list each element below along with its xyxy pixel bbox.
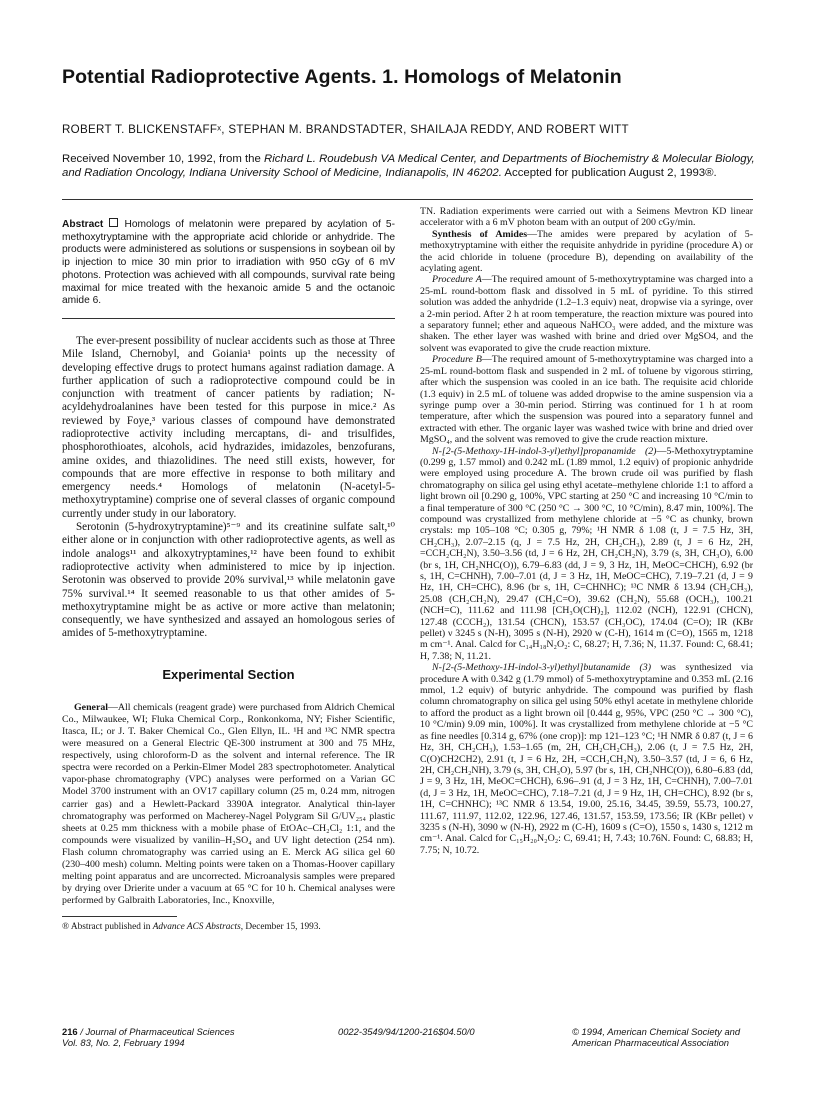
footnote — [62, 922, 395, 933]
procedure-a-paragraph — [420, 274, 753, 354]
footer-right — [572, 1026, 740, 1048]
compound-3-label: N-[2-(5-Methoxy-1H-indol-3-yl)ethyl]butanamide (3) — [432, 662, 651, 674]
abstract — [62, 218, 395, 308]
procedure-b-text: —The required amount of 5-methoxytryptamine was charged into a 25-mL round-bottom flask and suspended in 2 mL of toluene by vigorous stirring, after which the suspension was cooled in an ice bath. The requisite acid chloride (1.3 equiv) in 2.5 mL of toluene was added dropwise to the amine suspension via a syringe pump over a 30-min period. Stirring was continued for 1 h at room temperature, after which the suspension was poured into a separatory funnel and extracted with ether. The organic layer was washed twice with brine and dried over MgSO₄, and the solvent was removed to give the crude reaction mixture. — [420, 354, 753, 446]
left-column — [62, 206, 395, 933]
author-list: ROBERT T. BLICKENSTAFFˣ, STEPHAN M. BRANDSTADTER, SHAILAJA REDDY, AND ROBERT WITT — [62, 123, 629, 136]
abstract-label: Abstract — [62, 219, 104, 230]
radiation-paragraph: TN. Radiation experiments were carried out with a Seimens Mevtron KD linear accelerator with a 6 mV photon beam with an output of 200 cGy/min. — [420, 206, 753, 229]
general-text: —All chemicals (reagent grade) were purchased from Aldrich Chemical Co., Milwaukee, WI; Fluka Chemical Corp., Ronkonkoma, NY; Fisher Scientific, Itasca, IL; or J. T. Baker Chemical Co., Glen Ellyn, IL. ¹H and ¹³C NMR spectra were measured on a General Electric QE-300 instrument at 300 and 75 MHz, respectively, using chloroform-D as the solvent and internal reference. The IR spectra were recorded on a Perkin-Elmer Model 283 spectrophotometer. Analytical vapor-phase chromatography (VPC) analyses were performed on a Varian GC Model 3700 instrument with an OV17 capillary column (25 m, 0.24 mm, nitrogen carrier gas) and a Hewlett-Packard 3390A integrator. Analytical thin-layer chromatography was performed on Macherey-Nagel Polygram Sil G/UV₂₅₄ plastic sheets at 0.25 mm thickness with a mobile phase of EtOAc–CH₂Cl₂ 1:1, and the compounds were visualized by vanilin–H₂SO₄ and UV light detection (254 nm). Flash column chromatography was carried using an E. Merck AG silica gel 60 (230–400 mesh) column. Melting points were taken on a Thomas-Hoover capillary melting point apparatus and are uncorrected. Microanalysis samples were prepared by drying over Drierite under a vacuum at 65 °C for 10 h. Chemical analyses were performed by Galbraith Laboratories, Inc., Knoxville, — [62, 701, 395, 907]
page-number: 216 — [62, 1026, 78, 1037]
experimental-heading: Experimental Section — [162, 666, 295, 682]
general-label: General — [74, 701, 109, 713]
compound-2-paragraph — [420, 446, 753, 663]
introduction — [62, 335, 395, 641]
copyright-line-2: American Pharmaceutical Association — [572, 1037, 730, 1048]
procedure-a-label: Procedure A — [432, 274, 482, 286]
footnote-rule — [62, 916, 177, 917]
compound-2-label: N-[2-(5-Methoxy-1H-indol-3-yl)ethyl]propanamide (2) — [432, 445, 657, 457]
footer-code: 0022-3549/94/1200-216$04.50/0 — [338, 1026, 475, 1037]
accepted-date: Accepted for publication August 2, 1993®. — [501, 167, 717, 179]
compound-3-paragraph — [420, 662, 753, 856]
header-rule — [62, 199, 753, 200]
box-icon — [109, 218, 118, 227]
received-prefix: Received November 10, 1992, from the — [62, 153, 264, 165]
footnote-prefix: ® Abstract published in — [62, 922, 153, 933]
received-line — [62, 152, 762, 180]
abstract-rule — [62, 318, 395, 319]
amides-text: —The amides were prepared by acylation of 5-methoxytryptamine with either the requisite anhydride in pyridine (procedure A) or the acid chloride in toluene (procedure B), depending on availability of the acylating agent. — [420, 228, 753, 275]
procedure-b-paragraph — [420, 354, 753, 445]
general-section — [62, 702, 395, 908]
procedure-b-label: Procedure B — [432, 354, 482, 366]
amides-paragraph — [420, 229, 753, 275]
compound-3-text: was synthesized via procedure A with 0.342 g (1.79 mmol) of 5-methoxytryptamine and 0.353 mL (2.16 mmol, 1.2 equiv) of butyric anhydride. The compound was purified by flash column chromatography on silica gel using 50% ethyl acetate in methylene chloride to afford the product as a light brown oil [0.444 g, 95%, VPC (250 °C → 300 °C), 10 °C/min) 9.09 min, 100%]. It was crystallized from methylene chloride at −5 °C as fine needles [0.314 g, 67% (one crop)]: mp 121–123 °C; ¹H NMR δ 0.87 (t, J = 6 Hz, 3H, CH₂CH₃), 1.53–1.65 (m, 2H, CH₂CH₂CH₃), 2.06 (t, J = 7.5 Hz, 2H, C(O)CH2CH2), 2.91 (t, J = 6 Hz, 2H, =CCH₂CH₂N), 3.50–3.57 (td, J = 6, 6 Hz, 2H, CH₂CH₂NH), 3.79 (s, 3H, CH₃O), 5.97 (br s, 1H, CH₂NHC(O)), 6.80–6.83 (dd, J = 9, 3 Hz, 1H, MeOC=CHCH), 6.96–.91 (d, J = 3 Hz, 1H, C=CHNH), 7.00–7.01 (d, J = 3 Hz, 1H, MeOC=CHC), 7.18–7.21 (d, J = 9 Hz, 1H, CH=CHC), 8.92 (br s, 1H, C=CHNHC); ¹³C NMR δ 13.54, 19.00, 25.16, 34.45, 39.59, 55.73, 100.27, 111.67, 111.97, 112.02, 122.96, 127.46, 131.57, 153.59, 173.56; IR (KBr pellet) ν 3235 s (N-H), 3090 w (N-H), 2922 m (C-H), 1609 s (C=O), 1550 s, 1430 s, 1212 m cm⁻¹. Anal. Calcd for C₁₅H₂₀N₂O₂: C, 69.41; H, 7.43; 10.76N. Found: C, 68.83; H, 7.75; N, 10.72. — [420, 662, 753, 856]
footer-left — [62, 1026, 235, 1048]
journal-name: / Journal of Pharmaceutical Sciences — [77, 1026, 235, 1037]
volume-info: Vol. 83, No. 2, February 1994 — [62, 1037, 185, 1048]
footnote-journal: Advance ACS Abstracts, — [152, 922, 244, 933]
compound-2-text: —5-Methoxytryptamine (0.299 g, 1.57 mmol) and 0.242 mL (1.89 mmol, 1.2 equiv) of propionic anhydride were employed using procedure A. The brown crude oil was purified by flash chromatography on silica gel using ethyl acetate–methylene chloride 1:1 to afford a light brown oil [0.290 g, 100%, VPC starting at 250 °C and increasing 10 °C/min to a final temperature of 300 °C (250 °C → 300 °C, 10 °C/min), 8.47 min, 100%]. The compound was crystallized from methylene chloride at −5 °C as chunky, brown crystals: mp 105–108 °C; 0.305 g, 79%; ¹H NMR δ 1.08 (t, J = 7.5 Hz, 3H, CH₂CH₃), 2.07–2.15 (q, J = 7.5 Hz, 2H, CH₂CH₃), 2.89 (t, J = 6 Hz, 2H, =CCH₂CH₂N), 3.50–3.56 (td, J = 6 Hz, 2H, CH₂CH₂N), 3.79 (s, 3H, CH₃O), 6.00 (br s, 1H, CH₂NHC(O)), 6.79–6.83 (dd, J = 9, 3 Hz, 1H, MeOC=CHCH), 6.92 (br s, 1H, C=CHNH), 7.00–7.01 (d, J = 3 Hz, 1H, MeOC=CHC), 7.19–7.21 (d, J = 9 Hz, 1H, CH=CHC), 8.96 (br s, 1H, C=CHNHC); ¹³C NMR δ 13.94 (CH₂CH₃), 25.08 (CH₂CH₂N), 29.47 (CH₂C=O), 39.62 (CH₂N), 55.68 (OCH₃), 100.21 (NCH=C), 111.62 and 111.98 [CH₃O(CH)₂], 112.02 (NCH), 122.91 (CHCN), 127.48 (CCCH₂), 131.54 (CHCN), 153.57 (CH₃OC), 174.04 (C=O); IR (KBr pellet) ν 3245 s (N-H), 3095 s (N-H), 2920 w (C-H), 1614 m (C=O), 1565 m, 1218 m cm⁻¹. Anal. Calcd for C₁₄H₁₈N₂O₂: C, 68.27; H, 7.36; N, 11.37. Found: C, 68.41; H, 7.38; N, 11.21. — [420, 445, 753, 662]
footnote-suffix: December 15, 1993. — [243, 922, 321, 933]
institution: Richard L. Roudebush VA Medical Center, and Departments of Biochemistry & Molecular Biology, and Radiation Oncology, Indiana University School of Medicine, Indianapolis, IN 46202. — [62, 153, 755, 179]
copyright-line-1: © 1994, American Chemical Society and — [572, 1026, 741, 1037]
abstract-text: Homologs of melatonin were prepared by acylation of 5-methoxytryptamine with the appropriate acid chloride or anhydride. The products were administered as solutions or suspensions in soybean oil by ip injection to mice 30 min prior to irradiation with 950 cGy of 6 mV photons. Protection was achieved with all compounds, survival rate being maximal for mice treated with the hexanoic amide 5 and the octanoic amide 6. — [62, 219, 395, 307]
intro-paragraph-1: The ever-present possibility of nuclear accidents such as those at Three Mile Island, Chernobyl, and Goiania¹ points up the necessity of developing effective drugs to protect humans against radiation damage. A further application of such a radioprotective compound could be in conjunction with treatment of cancer patients by radiation; N-acyldehydroalanines have been tested for this purpose in mice.² As reviewed by Foye,³ various classes of compound have demonstrated radioprotective activity including mercaptans, di- and trisulfides, phosphorothioates, alcohols, acid hydrazides, imidazoles, benzofurans, amine oxides, and thiazolidines. The need still exists, however, for compounds that are more effective in response to both military and emergency needs.⁴ Homologs of melatonin (N-acetyl-5-methoxytryptamine) comprise one of several classes of organic compound currently under study in our laboratory. — [62, 334, 395, 520]
article-title: Potential Radioprotective Agents. 1. Homologs of Melatonin — [62, 66, 622, 88]
procedure-a-text: —The required amount of 5-methoxytryptamine was charged into a 25-mL round-bottom flask and dissolved in 5 mL of pyridine. To this stirred solution was added the anhydride (1.2–1.3 equiv) neat, dropwise via a syringe, over a 2-min period. After 2 h at room temperature, the reaction mixture was poured into a separatory funnel; ether and aqueous NaHCO₃ were added, and the mixture was shaken. The ether layer was washed with brine and dried over MgSO4, and the solvent was evaporated to give the crude reaction mixture. — [420, 274, 753, 354]
right-column — [420, 206, 753, 856]
intro-paragraph-2: Serotonin (5-hydroxytryptamine)⁵⁻⁹ and its creatinine sulfate salt,¹⁰ either alone or in conjunction with other radioprotective agents, as well as indole analogs¹¹ and alkoxytryptamines,¹² have been found to exhibit radioprotective activity when administered to mice by ip injection. Serotonin was observed to provide 20% survival,¹³ while melatonin gave 75% survival.¹⁴ It seemed reasonable to us that other amides of 5-methoxytryptamine might be as active or more active than melatonin; consequently, we have synthesized and assayed an homologous series of amides of 5-methoxytryptamine. — [62, 521, 395, 640]
amides-label: Synthesis of Amides — [432, 228, 528, 240]
